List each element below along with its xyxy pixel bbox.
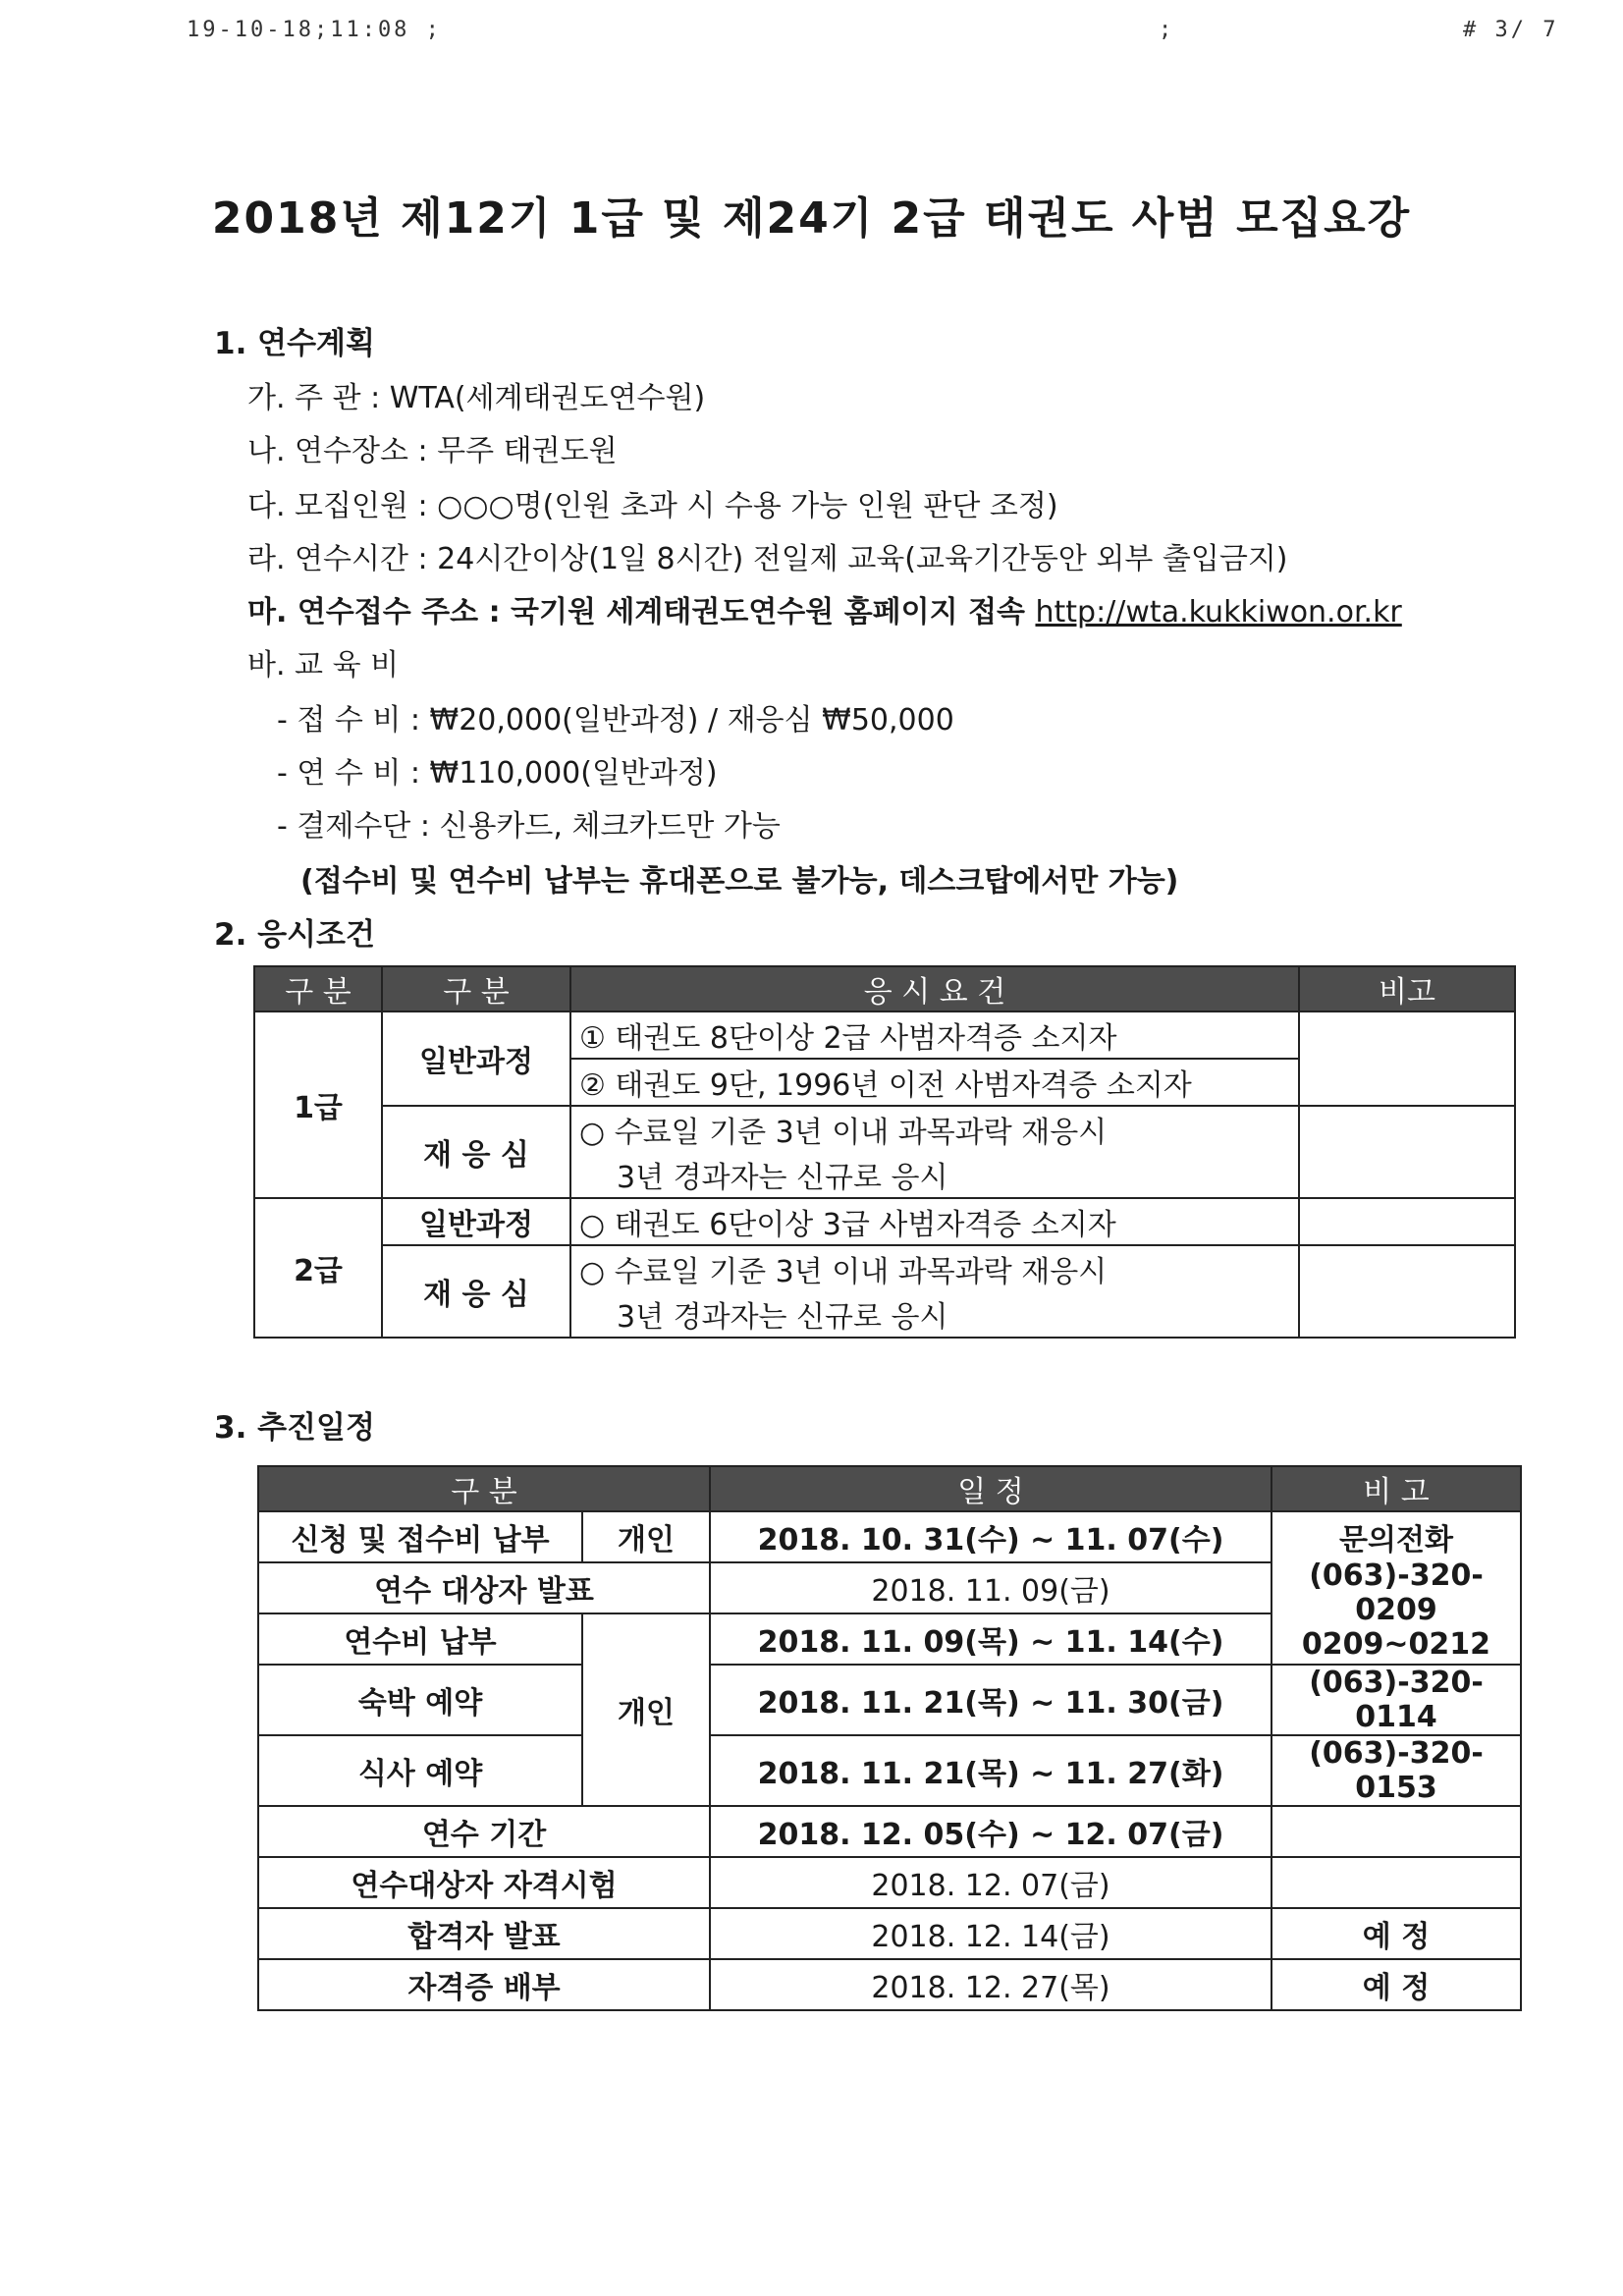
grade2-retake-req-1: ○ 수료일 기준 3년 이내 과목과락 재응시 [570,1245,1299,1291]
grade2-retake-note [1299,1245,1515,1338]
fee-registration: - 접 수 비 : ₩20,000(일반과정) / 재응심 ₩50,000 [277,703,954,738]
sched-row-date: 2018. 11. 21(목) ~ 11. 30(금) [710,1665,1271,1735]
fee-payment-method: - 결제수단 : 신용카드, 체크카드만 가능 [277,809,781,844]
sched-row-date: 2018. 11. 09(목) ~ 11. 14(수) [710,1613,1271,1665]
sched-row-item: 연수대상자 자격시험 [258,1857,710,1908]
sched-row-date: 2018. 12. 05(수) ~ 12. 07(금) [710,1806,1271,1857]
req-header-grade: 구 분 [254,966,382,1011]
plan-item-host: 가. 주 관 : WTA(세계태권도연수원) [247,381,706,415]
plan-item-apply [247,587,1402,630]
fee-training: - 연 수 비 : ₩110,000(일반과정) [277,756,718,791]
grade2-retake-cell: 재 응 심 [382,1245,570,1338]
grade1-general-req-2: ② 태권도 9단, 1996년 이전 사범자격증 소지자 [570,1059,1299,1106]
plan-item-capacity: 다. 모집인원 : ○○○명(인원 초과 시 수용 가능 인원 판단 조정) [247,489,1058,523]
sched-row-date: 2018. 12. 27(목) [710,1959,1271,2010]
fee-heading: 바. 교 육 비 [247,648,400,683]
sched-row-type: 개인 [582,1511,710,1562]
plan-item-venue: 나. 연수장소 : 무주 태권도원 [247,434,618,468]
sched-row-date: 2018. 11. 09(금) [710,1562,1271,1613]
sched-row-note: (063)-320-0153 [1271,1735,1521,1806]
fax-header-separator: ; [1159,18,1172,42]
sched-row-item: 숙박 예약 [258,1665,582,1735]
grade1-cell: 1급 [254,1011,382,1198]
sched-header-item: 구 분 [258,1466,710,1511]
sched-row-note [1271,1806,1521,1857]
grade2-general-note [1299,1198,1515,1245]
sched-row-item: 연수 대상자 발표 [258,1562,710,1613]
section2-heading: 2. 응시조건 [214,917,375,953]
sched-header-note: 비 고 [1271,1466,1521,1511]
grade2-general-req: ○ 태권도 6단이상 3급 사범자격증 소지자 [570,1198,1299,1245]
sched-row-item: 식사 예약 [258,1735,582,1806]
grade1-general-cell: 일반과정 [382,1011,570,1106]
sched-row-item: 합격자 발표 [258,1908,710,1959]
grade2-retake-req-2: 3년 경과자는 신규로 응시 [570,1291,1299,1338]
sched-row-note: (063)-320-0114 [1271,1665,1521,1735]
plan-item-hours: 라. 연수시간 : 24시간이상(1일 8시간) 전일제 교육(교육기간동안 외부 출입금지) [247,542,1288,576]
sched-header-date: 일 정 [710,1466,1271,1511]
sched-row-date: 2018. 12. 14(금) [710,1908,1271,1959]
grade1-retake-req-2: 3년 경과자는 신규로 응시 [570,1152,1299,1198]
grade1-general-req-1: ① 태권도 8단이상 2급 사범자격증 소지자 [570,1011,1299,1059]
fee-note: (접수비 및 연수비 납부는 휴대폰으로 불가능, 데스크탑에서만 가능) [300,864,1179,899]
sched-row-date: 2018. 12. 07(금) [710,1857,1271,1908]
requirements-table [253,965,1516,1339]
req-header-note: 비고 [1299,966,1515,1011]
sched-row-date: 2018. 10. 31(수) ~ 11. 07(수) [710,1511,1271,1562]
sched-row-item: 연수 기간 [258,1806,710,1857]
grade1-retake-note [1299,1106,1515,1198]
grade1-general-note [1299,1011,1515,1106]
grade1-retake-req-1: ○ 수료일 기준 3년 이내 과목과락 재응시 [570,1106,1299,1152]
sched-row-item: 자격증 배부 [258,1959,710,2010]
apply-label: 마. 연수접수 주소 : 국기원 세계태권도연수원 홈페이지 접속 [247,595,1026,629]
sched-merged-type: 개인 [582,1613,710,1806]
apply-link[interactable]: http://wta.kukkiwon.or.kr [1035,595,1402,629]
sched-row-note: 예 정 [1271,1908,1521,1959]
section3-heading: 3. 추진일정 [214,1410,375,1446]
sched-row-date: 2018. 11. 21(목) ~ 11. 27(화) [710,1735,1271,1806]
grade1-retake-cell: 재 응 심 [382,1106,570,1198]
sched-row-item: 연수비 납부 [258,1613,582,1665]
sched-contact-ext: 0209~0212 [1301,1626,1491,1662]
sched-row-note: 예 정 [1271,1959,1521,2010]
fax-header-timestamp: 19-10-18;11:08 ; [187,18,442,42]
req-header-requirements: 응 시 요 건 [570,966,1299,1011]
schedule-table [257,1465,1522,2011]
sched-contact-phone: (063)-320-0209 [1309,1558,1484,1627]
section1-heading: 1. 연수계획 [214,326,375,361]
document-title: 2018년 제12기 1급 및 제24기 2급 태권도 사범 모집요강 [211,193,1412,244]
fax-header-page: # 3/ 7 [1463,18,1559,42]
sched-row-note [1271,1857,1521,1908]
sched-row-item: 신청 및 접수비 납부 [258,1511,582,1562]
req-header-course: 구 분 [382,966,570,1011]
sched-contact-cell [1271,1511,1521,1665]
sched-contact-label: 문의전화 [1339,1522,1453,1558]
grade2-cell: 2급 [254,1198,382,1338]
grade2-general-cell: 일반과정 [382,1198,570,1245]
